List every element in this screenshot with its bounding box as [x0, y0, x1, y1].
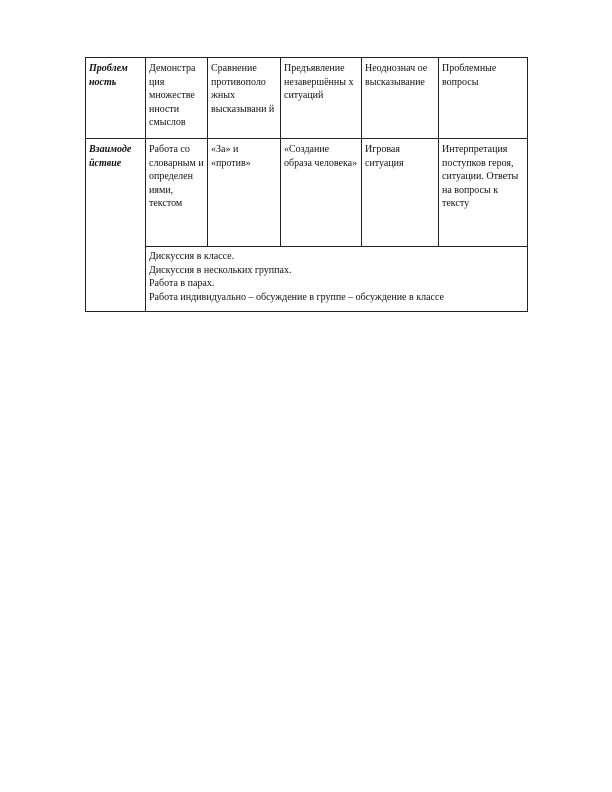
cell-text: Игровая ситуация [365, 144, 404, 169]
table-cell [439, 139, 528, 247]
table-row [86, 139, 528, 247]
table-cell [439, 58, 528, 139]
row-header-text: Взаимоде йствие [89, 144, 132, 169]
summary-line: Дискуссия в нескольких группах. [149, 264, 292, 276]
summary-line: Работа индивидуально – обсуждение в группе – обсуждение в классе [149, 291, 444, 303]
table-cell [146, 58, 208, 139]
cell-text: Интерпретация поступков героя, ситуации. Ответы на вопросы к тексту [442, 144, 519, 209]
summary-cell [146, 247, 528, 312]
table-cell [281, 58, 362, 139]
cell-text: Проблемные вопросы [442, 63, 497, 88]
table-cell [146, 139, 208, 247]
cell-text: «За» и «против» [211, 144, 251, 169]
table-cell [208, 139, 281, 247]
cell-text: Работа со словарным и определен иями, текстом [149, 144, 204, 209]
cell-text: Сравнение противополо жных высказывани й [211, 63, 275, 115]
cell-text: Неоднознач ое высказывание [365, 63, 428, 88]
table-cell [208, 58, 281, 139]
table-cell [362, 139, 439, 247]
table-row [86, 247, 528, 312]
table-row [86, 58, 528, 139]
row-header-text: Проблем ность [89, 63, 128, 88]
table-cell [281, 139, 362, 247]
cell-text: «Создание образа человека» [284, 144, 358, 169]
cell-text: Демонстра ция множестве нности смыслов [149, 63, 196, 128]
row-header-cell [86, 139, 146, 312]
cell-text: Предъявление незавершённы х ситуаций [284, 63, 354, 101]
row-header-cell [86, 58, 146, 139]
methods-table [85, 57, 528, 312]
summary-line: Дискуссия в классе. [149, 251, 235, 262]
table-cell [362, 58, 439, 139]
summary-line: Работа в парах. [149, 278, 215, 289]
